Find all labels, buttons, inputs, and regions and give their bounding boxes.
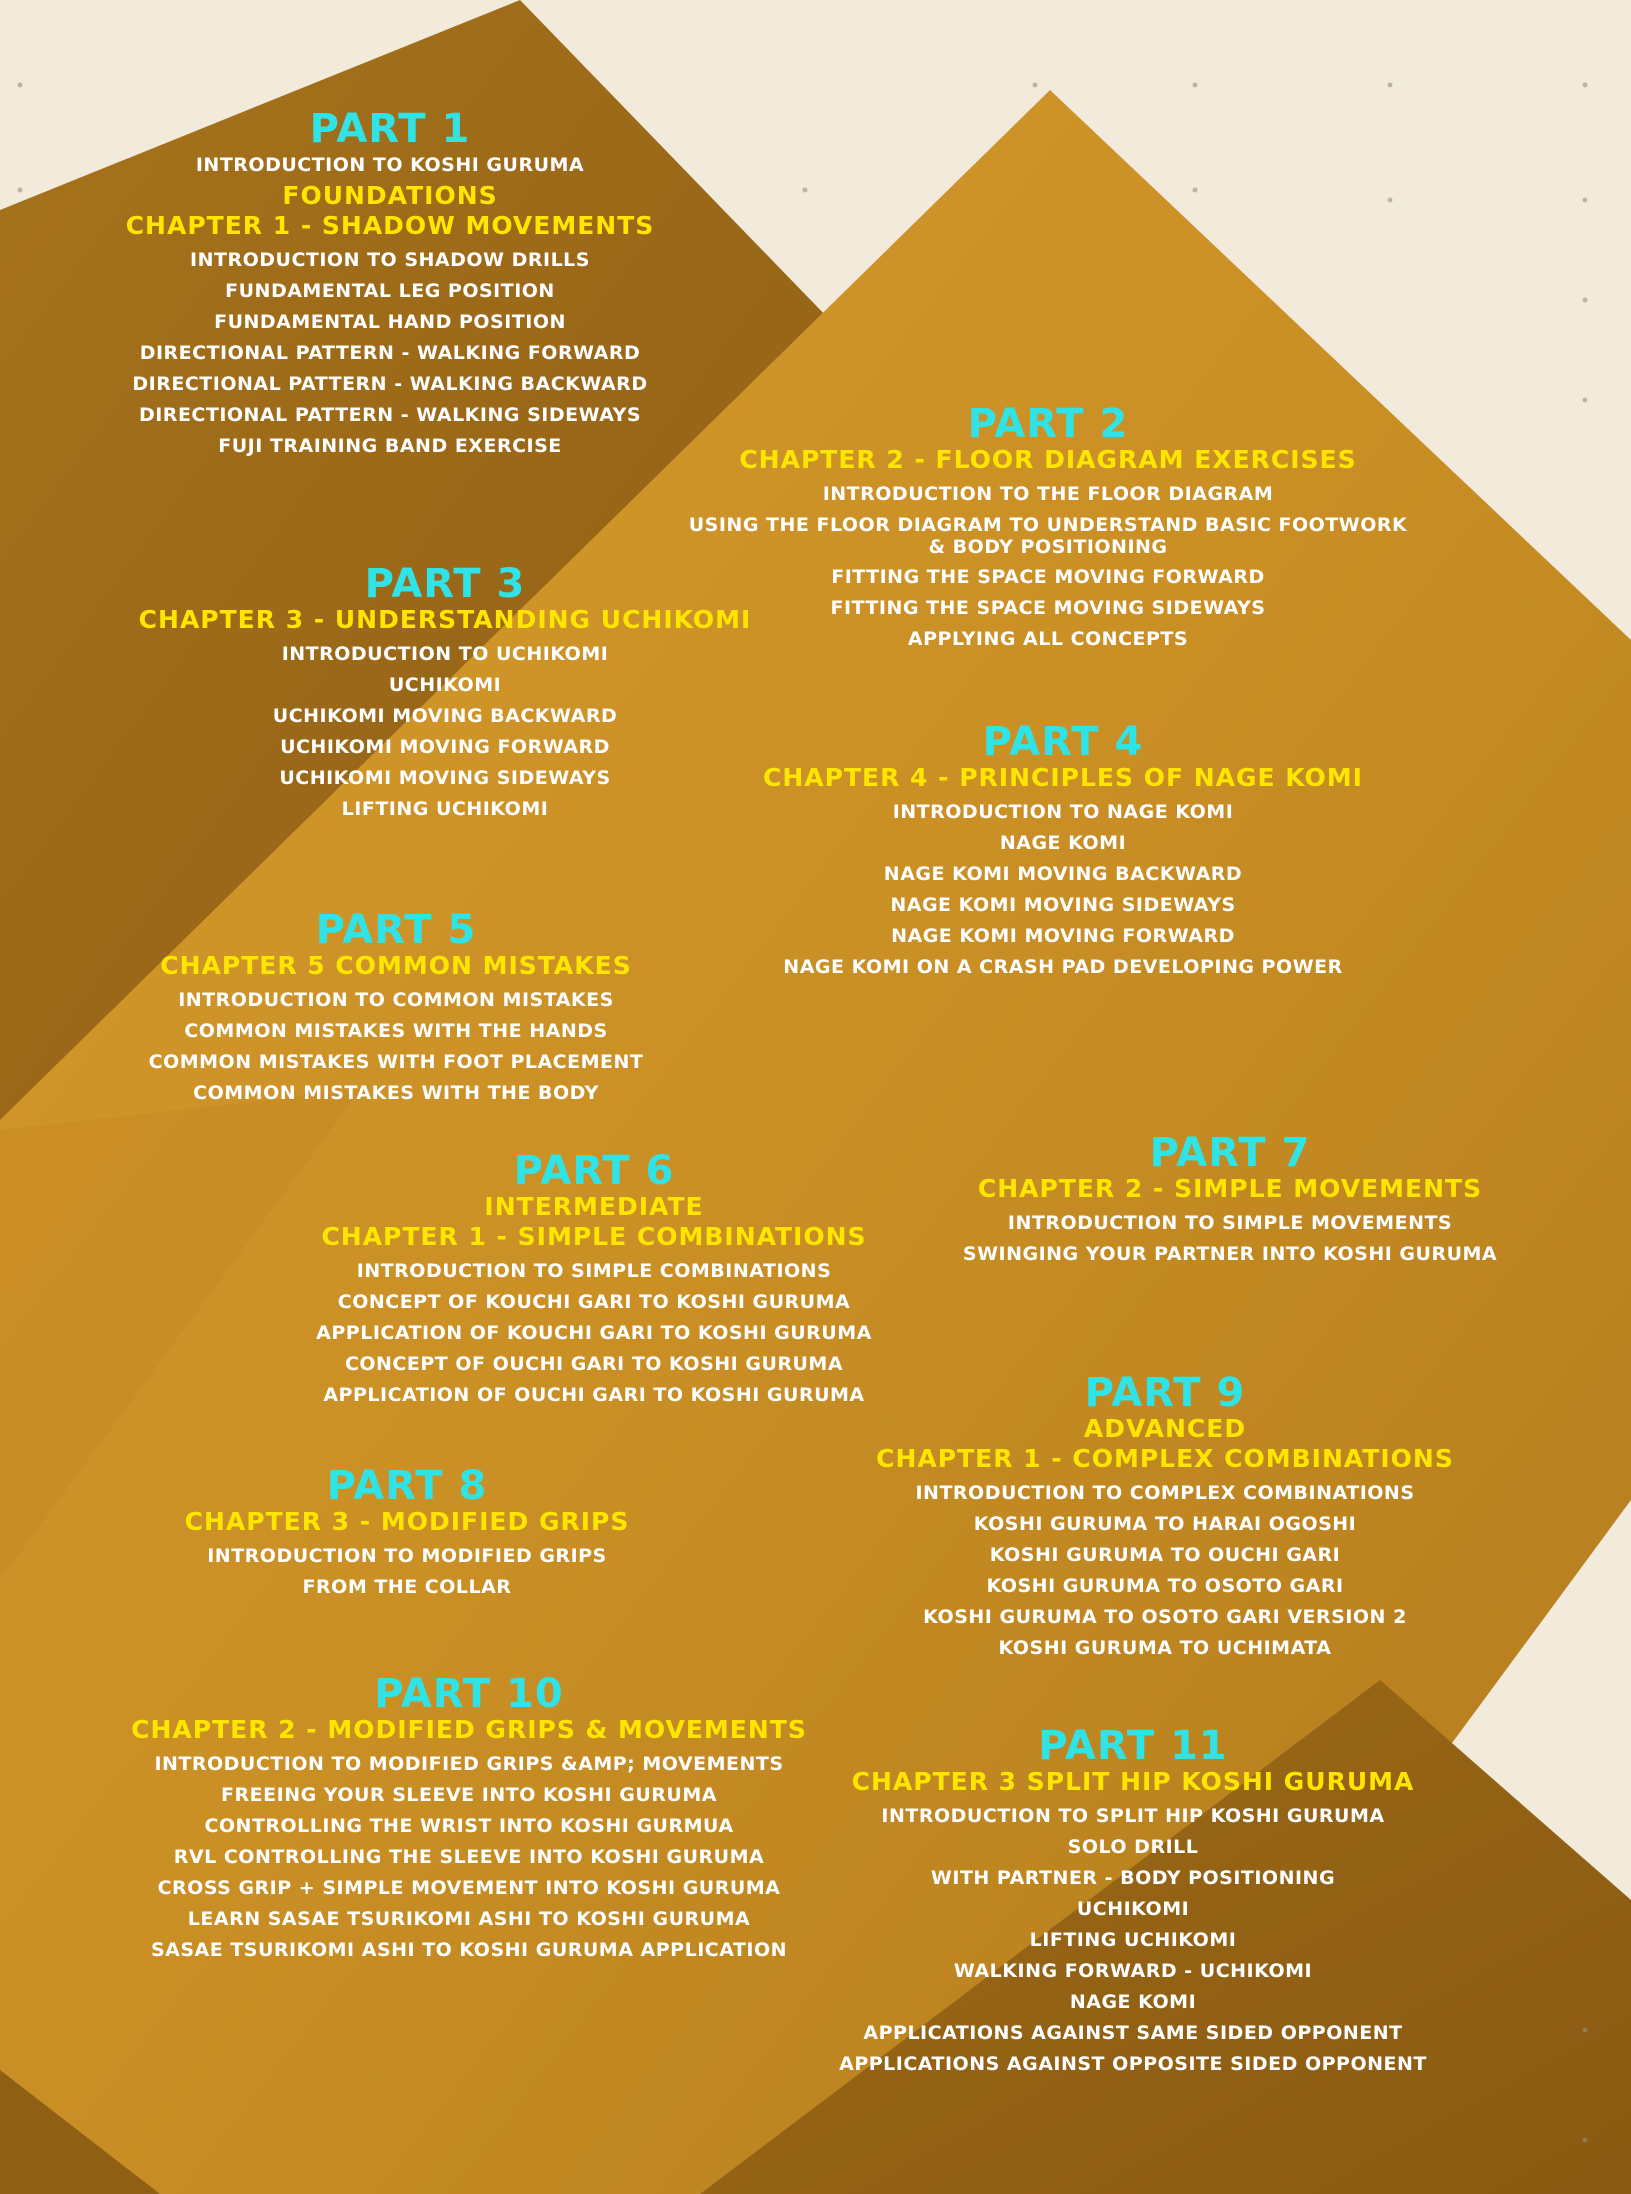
lesson-item: FUNDAMENTAL LEG POSITION (225, 280, 555, 302)
lesson-item: DIRECTIONAL PATTERN - WALKING SIDEWAYS (138, 404, 642, 426)
chapter-heading: CHAPTER 1 - COMPLEX COMBINATIONS (876, 1444, 1454, 1473)
lesson-item: INTRODUCTION TO MODIFIED GRIPS &AMP; MOVEMENTS (154, 1753, 784, 1775)
lesson-item: INTRODUCTION TO NAGE KOMI (892, 801, 1234, 823)
part-10-section (131, 1673, 807, 1966)
lesson-item: SASAE TSURIKOMI ASHI TO KOSHI GURUMA APPLICATION (150, 1939, 788, 1961)
lesson-item: NAGE KOMI MOVING SIDEWAYS (890, 894, 1236, 916)
part-title: PART 1 (309, 106, 471, 152)
lesson-item: CONCEPT OF OUCHI GARI TO KOSHI GURUMA (344, 1353, 844, 1375)
chapter-heading: CHAPTER 5 COMMON MISTAKES (160, 951, 632, 980)
lesson-item: INTRODUCTION TO SIMPLE COMBINATIONS (356, 1260, 832, 1282)
lesson-item: CONTROLLING THE WRIST INTO KOSHI GURMUA (204, 1815, 734, 1837)
part-title: PART 4 (982, 719, 1144, 765)
section-heading: FOUNDATIONS (282, 181, 498, 210)
part-9-section (876, 1372, 1454, 1664)
part-title: PART 8 (326, 1463, 488, 1509)
lesson-item: KOSHI GURUMA TO UCHIMATA (998, 1637, 1332, 1659)
part-8-section (185, 1465, 630, 1603)
lesson-item: FUJI TRAINING BAND EXERCISE (218, 435, 562, 457)
lesson-item: FITTING THE SPACE MOVING SIDEWAYS (830, 597, 1266, 619)
lesson-item: USING THE FLOOR DIAGRAM TO UNDERSTAND BASIC FOOTWORK & BODY POSITIONING (688, 514, 1408, 558)
lesson-item: SWINGING YOUR PARTNER INTO KOSHI GURUMA (962, 1243, 1498, 1265)
lesson-item: NAGE KOMI (1069, 1991, 1197, 2013)
part-title: PART 9 (1084, 1370, 1246, 1416)
lesson-list (763, 797, 1363, 983)
lesson-item: UCHIKOMI MOVING FORWARD (280, 736, 610, 758)
lesson-item: WITH PARTNER - BODY POSITIONING (930, 1867, 1336, 1889)
part-title: PART 6 (513, 1148, 675, 1194)
lesson-item: COMMON MISTAKES WITH THE HANDS (184, 1020, 608, 1042)
lesson-item: INTRODUCTION TO COMPLEX COMBINATIONS (915, 1482, 1415, 1504)
lesson-item: LIFTING UCHIKOMI (1029, 1929, 1237, 1951)
chapter-heading: CHAPTER 2 - FLOOR DIAGRAM EXERCISES (739, 445, 1357, 474)
lesson-item: APPLICATION OF KOUCHI GARI TO KOSHI GURUMA (316, 1322, 872, 1344)
lesson-list (139, 639, 752, 825)
lesson-item: APPLICATIONS AGAINST SAME SIDED OPPONENT (863, 2022, 1403, 2044)
chapter-heading: CHAPTER 2 - SIMPLE MOVEMENTS (977, 1174, 1483, 1203)
chapter-heading: CHAPTER 3 - MODIFIED GRIPS (184, 1507, 630, 1536)
lesson-list (185, 1541, 630, 1603)
part-intro: INTRODUCTION TO KOSHI GURUMA (195, 154, 585, 176)
part-3-section (139, 563, 752, 825)
part-6-section (316, 1150, 872, 1411)
part-2-section (689, 403, 1408, 655)
lesson-item: UCHIKOMI MOVING SIDEWAYS (279, 767, 611, 789)
lesson-item: NAGE KOMI MOVING BACKWARD (883, 863, 1243, 885)
part-title: PART 11 (1038, 1723, 1228, 1769)
lesson-list (149, 985, 644, 1109)
lesson-item: CONCEPT OF KOUCHI GARI TO KOSHI GURUMA (337, 1291, 851, 1313)
lesson-item: INTRODUCTION TO SHADOW DRILLS (190, 249, 590, 271)
lesson-list (839, 1801, 1427, 2080)
part-5-section (149, 909, 644, 1109)
lesson-list (689, 479, 1408, 655)
part-title: PART 5 (315, 907, 477, 953)
chapter-heading: CHAPTER 4 - PRINCIPLES OF NAGE KOMI (763, 763, 1363, 792)
section-heading: ADVANCED (1083, 1414, 1247, 1443)
lesson-item: FROM THE COLLAR (302, 1576, 512, 1598)
lesson-item: INTRODUCTION TO UCHIKOMI (281, 643, 609, 665)
chapter-heading: CHAPTER 1 - SIMPLE COMBINATIONS (321, 1222, 867, 1251)
lesson-item: FITTING THE SPACE MOVING FORWARD (831, 566, 1265, 588)
lesson-list (963, 1208, 1497, 1270)
lesson-item: INTRODUCTION TO THE FLOOR DIAGRAM (822, 483, 1274, 505)
lesson-item: UCHIKOMI (388, 674, 502, 696)
lesson-item: INTRODUCTION TO SPLIT HIP KOSHI GURUMA (881, 1805, 1385, 1827)
lesson-item: FREEING YOUR SLEEVE INTO KOSHI GURUMA (221, 1784, 717, 1806)
lesson-item: UCHIKOMI (1076, 1898, 1190, 1920)
section-heading: INTERMEDIATE (484, 1192, 704, 1221)
lesson-list (126, 245, 655, 462)
part-7-section (963, 1132, 1497, 1270)
lesson-item: INTRODUCTION TO COMMON MISTAKES (178, 989, 614, 1011)
lesson-item: APPLICATIONS AGAINST OPPOSITE SIDED OPPONENT (839, 2053, 1427, 2075)
lesson-item: CROSS GRIP + SIMPLE MOVEMENT INTO KOSHI GURUMA (157, 1877, 781, 1899)
lesson-item: WALKING FORWARD - UCHIKOMI (953, 1960, 1313, 1982)
lesson-item: DIRECTIONAL PATTERN - WALKING FORWARD (139, 342, 641, 364)
chapter-heading: CHAPTER 2 - MODIFIED GRIPS & MOVEMENTS (131, 1715, 807, 1744)
part-4-section (763, 721, 1363, 983)
lesson-item: KOSHI GURUMA TO OSOTO GARI (986, 1575, 1344, 1597)
lesson-item: INTRODUCTION TO MODIFIED GRIPS (207, 1545, 607, 1567)
lesson-item: APPLICATION OF OUCHI GARI TO KOSHI GURUMA (323, 1384, 865, 1406)
lesson-item: INTRODUCTION TO SIMPLE MOVEMENTS (1007, 1212, 1453, 1234)
lesson-item: KOSHI GURUMA TO OUCHI GARI (989, 1544, 1341, 1566)
part-title: PART 2 (967, 401, 1129, 447)
lesson-item: COMMON MISTAKES WITH FOOT PLACEMENT (148, 1051, 644, 1073)
lesson-item: LEARN SASAE TSURIKOMI ASHI TO KOSHI GURUMA (187, 1908, 751, 1930)
lesson-item: NAGE KOMI ON A CRASH PAD DEVELOPING POWER (783, 956, 1343, 978)
lesson-item: FUNDAMENTAL HAND POSITION (214, 311, 566, 333)
lesson-list (876, 1478, 1454, 1664)
part-title: PART 7 (1149, 1130, 1311, 1176)
chapter-heading: CHAPTER 3 SPLIT HIP KOSHI GURUMA (851, 1767, 1415, 1796)
lesson-item: RVL CONTROLLING THE SLEEVE INTO KOSHI GURUMA (173, 1846, 765, 1868)
lesson-item: COMMON MISTAKES WITH THE BODY (193, 1082, 599, 1104)
lesson-item: LIFTING UCHIKOMI (341, 798, 549, 820)
lesson-item: NAGE KOMI MOVING FORWARD (891, 925, 1235, 947)
lesson-item: APPLYING ALL CONCEPTS (907, 628, 1189, 650)
lesson-item: KOSHI GURUMA TO OSOTO GARI VERSION 2 (923, 1606, 1407, 1628)
lesson-item: UCHIKOMI MOVING BACKWARD (272, 705, 618, 727)
lesson-item: SOLO DRILL (1067, 1836, 1199, 1858)
lesson-list (316, 1256, 872, 1411)
part-title: PART 3 (364, 561, 526, 607)
part-1-section (126, 108, 655, 462)
chapter-heading: CHAPTER 3 - UNDERSTANDING UCHIKOMI (138, 605, 752, 634)
chapter-heading: CHAPTER 1 - SHADOW MOVEMENTS (125, 211, 655, 240)
lesson-item: DIRECTIONAL PATTERN - WALKING BACKWARD (132, 373, 648, 395)
lesson-item: KOSHI GURUMA TO HARAI OGOSHI (973, 1513, 1357, 1535)
lesson-item: NAGE KOMI (999, 832, 1127, 854)
part-title: PART 10 (374, 1671, 564, 1717)
part-11-section (839, 1725, 1427, 2080)
lesson-list (131, 1749, 807, 1966)
